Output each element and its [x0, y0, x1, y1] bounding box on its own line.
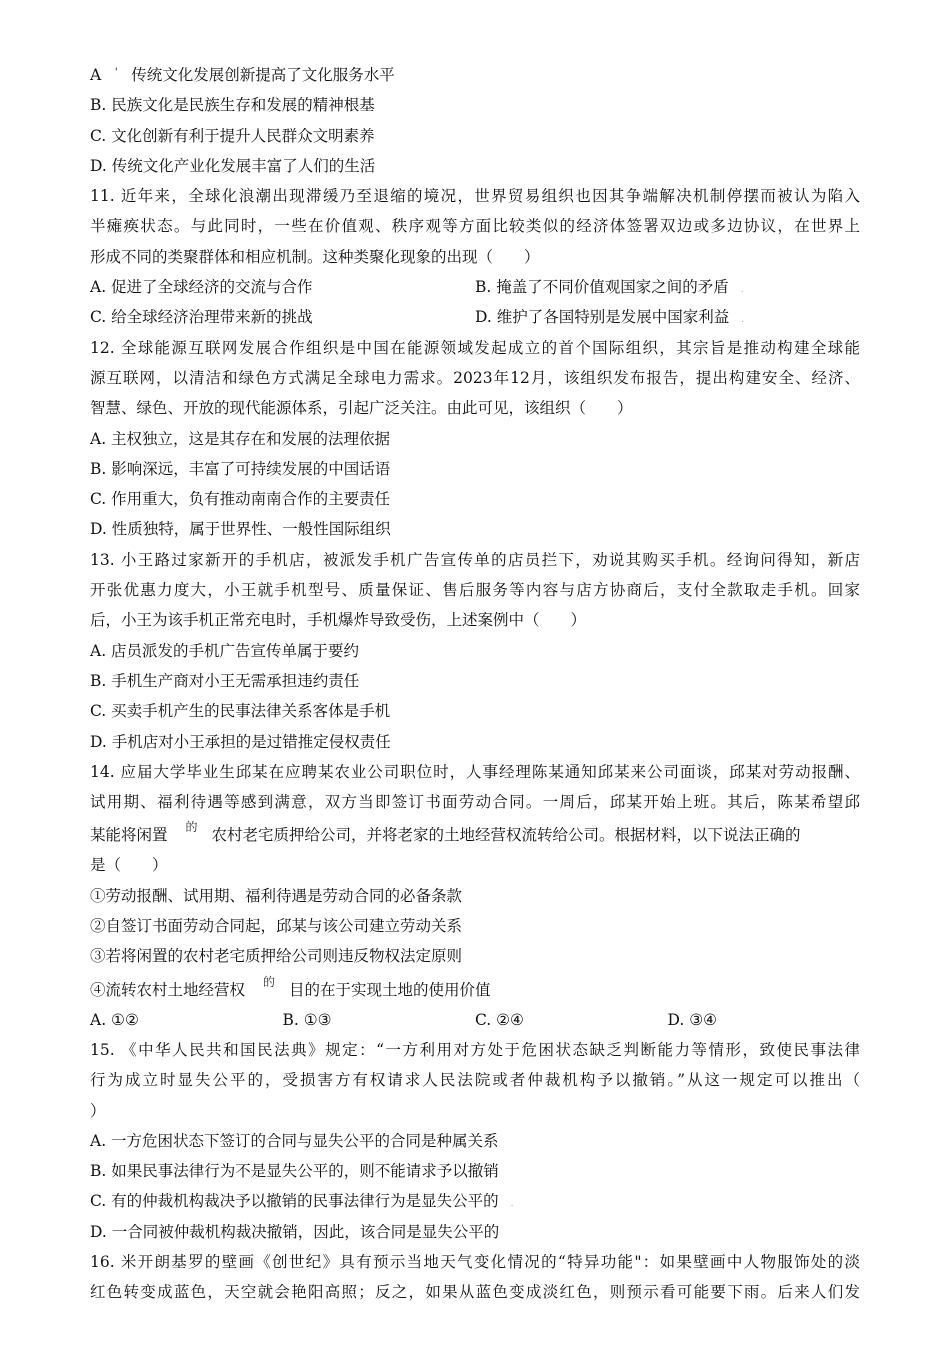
q11-stem-line: 形成不同的类聚群体和相应机制。这种类聚化现象的出现（ ） [90, 247, 540, 266]
q12-option-c: C. 作用重大，负有推动南南合作的主要责任 [90, 490, 391, 509]
q10-option-d: D. 传统文化产业化发展丰富了人们的生活 [90, 156, 376, 175]
q13-stem-line: 开张优惠力度大，小王就手机型号、质量保证、售后服务等内容与店方协商后，支付全款取走手机。回家 [90, 581, 860, 600]
q13-stem-line: 后，小王为该手机正常充电时，手机爆炸导致受伤，上述案例中（ ） [90, 611, 587, 630]
option-text: D. 维护了各国特别是发展中国家利益 [475, 308, 730, 327]
option-text: 传统文化发展创新提高了文化服务水平 [131, 66, 395, 84]
q13-option-c: C. 买卖手机产生的民事法律关系客体是手机 [90, 702, 391, 721]
scan-speck: . [741, 315, 745, 326]
scan-speck: . [510, 1199, 514, 1210]
q15-option-b: B. 如果民事法律行为不是显失公平的，则不能请求予以撤销 [90, 1162, 499, 1181]
q14-stem-line: 14. 应届大学毕业生邱某在应聘某农业公司职位时，人事经理陈某通知邱某来公司面谈，邱某对劳动报酬、 [90, 762, 860, 781]
q11-options-row [90, 302, 860, 332]
q15-stem-line: 行为成立时显失公平的，受损害方有权请求人民法院或者仲裁机构予以撤销。”从这一规定可以推出（ [90, 1071, 860, 1090]
q10-option-b: B. 民族文化是民族生存和发展的精神根基 [90, 96, 375, 115]
exam-page [90, 60, 860, 1308]
q15-option-a: A. 一方危困状态下签订的合同与显失公平的合同是种属关系 [90, 1131, 499, 1150]
q10-option-c: C. 文化创新有利于提升人民群众文明素养 [90, 126, 375, 145]
text-segment: 目的在于实现土地的使用价值 [289, 980, 491, 999]
raised-char: 的 [185, 820, 198, 835]
q14-stem-line: 试用期、福利待遇等感到满意，双方当即签订书面劳动合同。一周后，邱某开始上班。其后，陈某希望邱 [90, 793, 860, 812]
q12-stem-line: 智慧、绿色、开放的现代能源体系，引起广泛关注。由此可见，该组织（ ） [90, 399, 633, 418]
q11-option-d [475, 302, 860, 332]
stray-mark: ' [114, 67, 118, 78]
q14-statement-3: ③若将闲置的农村老宅质押给公司则违反物权法定原则 [90, 947, 463, 966]
q11-option-b [475, 272, 860, 302]
option-text: B. 掩盖了不同价值观国家之间的矛盾 [475, 278, 729, 297]
q13-stem-line: 13. 小王路过家新开的手机店，被派发手机广告宣传单的店员拦下，劝说其购买手机。经询问得知，新店 [90, 550, 860, 569]
q13-option-d: D. 手机店对小王承担的是过错推定侵权责任 [90, 732, 391, 751]
q14-statement-1: ①劳动报酬、试用期、福利待遇是劳动合同的必备条款 [90, 886, 463, 905]
q14-statement-2: ②自签订书面劳动合同起，邱某与该公司建立劳动关系 [90, 917, 463, 936]
q11-stem-line: 11. 近年来，全球化浪潮出现滞缓乃至退缩的境况，世界贸易组织也因其争端解决机制停摆而被认为陷入 [90, 187, 860, 206]
text-segment: 某能将闲置 [90, 826, 168, 845]
q16-stem-line: 红色转变成蓝色，天空就会艳阳高照；反之，如果从蓝色变成淡红色，则预示看可能要下雨。后来人们发 [90, 1283, 860, 1302]
q15-option-c [90, 1186, 860, 1216]
q12-stem-line: 源互联网，以清洁和绿色方式满足全球电力需求。2023年12月，该组织发布报告，提出构建安全、经济、 [90, 368, 860, 387]
q10-option-a [90, 60, 860, 90]
q15-stem-line: 15. 《中华人民共和国民法典》规定：“一方利用对方处于危困状态缺乏判断能力等情形，致使民事法律 [90, 1040, 860, 1059]
q14-option-c: C. ②④ [475, 1010, 524, 1029]
q14-option-b: B. ①③ [282, 1010, 332, 1029]
scan-speck: . [740, 285, 744, 296]
q12-option-b: B. 影响深远，丰富了可持续发展的中国话语 [90, 459, 391, 478]
q12-option-a: A. 主权独立，这是其存在和发展的法理依据 [90, 429, 391, 448]
q15-option-d: D. 一合同被仲裁机构裁决撤销，因此，该合同是显失公平的 [90, 1222, 500, 1241]
q14-options-row [90, 1005, 860, 1035]
q14-option-a: A. ①② [90, 1010, 139, 1029]
q11-option-a: A. 促进了全球经济的交流与合作 [90, 278, 313, 297]
q15-stem-line: ） [90, 1101, 106, 1120]
text-segment: ④流转农村土地经营权 [90, 980, 246, 999]
text-segment: 农村老宅质押给公司，并将老家的土地经营权流转给公司。根据材料，以下说法正确的 [211, 826, 801, 845]
q16-stem-line: 16. 米开朗基罗的壁画《创世纪》具有预示当地天气变化情况的“特异功能"：如果壁画中人物服饰处的淡 [90, 1252, 860, 1271]
q13-option-b: B. 手机生产商对小王无需承担违约责任 [90, 671, 360, 690]
q14-statement-4 [90, 972, 860, 1005]
option-label: A [90, 66, 102, 84]
q11-option-c: C. 给全球经济治理带来新的挑战 [90, 308, 313, 327]
q14-option-d: D. ③④ [667, 1010, 718, 1029]
q14-stem-line: 是（ ） [90, 856, 168, 875]
q11-stem-line: 半瘫痪状态。与此同时，一些在价值观、秩序观等方面比较类似的经济体签署双边或多边协议，在世界上 [90, 217, 860, 236]
q12-option-d: D. 性质独特，属于世界性、一般性国际组织 [90, 520, 391, 539]
q14-stem-line [90, 817, 860, 850]
q11-options-row [90, 272, 860, 302]
q13-option-a: A. 店员派发的手机广告宣传单属于要约 [90, 641, 360, 660]
raised-char: 的 [263, 974, 276, 989]
q12-stem-line: 12. 全球能源互联网发展合作组织是中国在能源领域发起成立的首个国际组织，其宗旨是推动构建全球能 [90, 338, 860, 357]
option-text: C. 有的仲裁机构裁决予以撤销的民事法律行为是显失公平的 [90, 1192, 499, 1211]
